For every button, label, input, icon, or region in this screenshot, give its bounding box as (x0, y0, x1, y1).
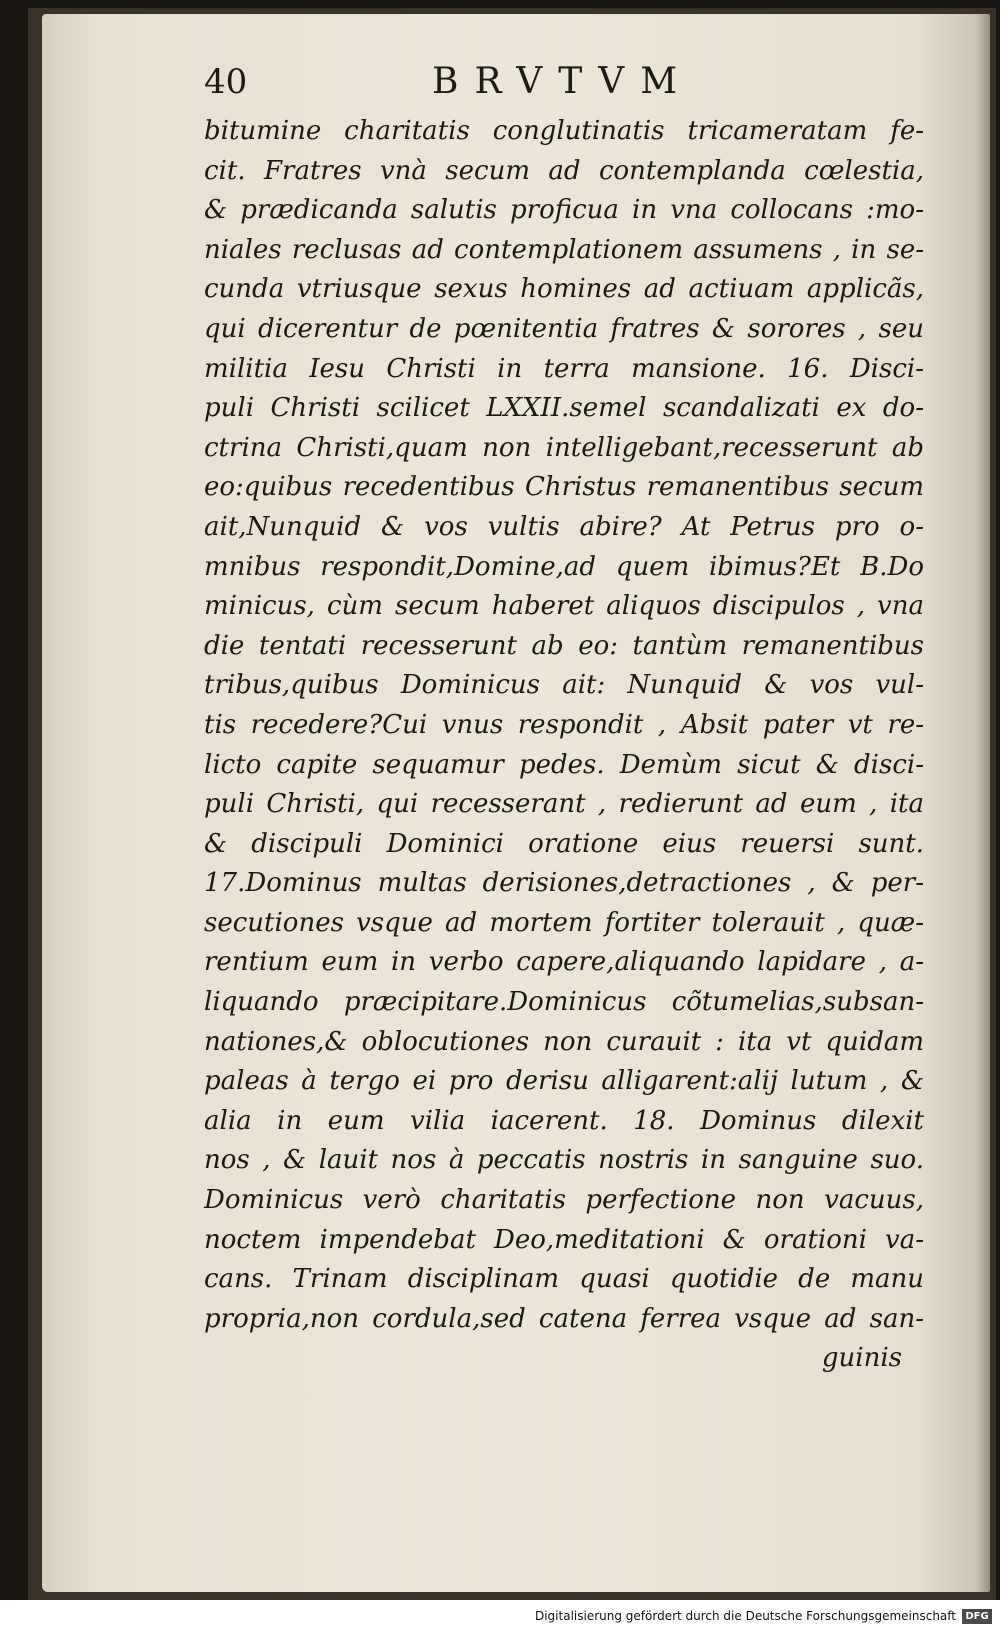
dfg-logo: DFG (962, 1609, 992, 1624)
page-number: 40 (204, 62, 248, 102)
text-line: die tentati recesserunt ab eo: tantùm remanentibus (204, 630, 924, 661)
page-edge-shadow (976, 14, 990, 1592)
text-line: liquando præcipitare.Dominicus cõtumelias,subsan- (204, 987, 924, 1018)
digitization-footer (0, 1600, 1000, 1634)
text-line: licto capite sequamur pedes. Demùm sicut & disci- (204, 749, 924, 780)
text-line: mnibus respondit,Domine,ad quem ibimus?Et B.Do (204, 551, 924, 582)
text-line: cunda vtriusque sexus homines ad actiuam applicãs, (204, 274, 924, 305)
text-line: propria,non cordula,sed catena ferrea vsque ad san- (204, 1303, 924, 1334)
text-line: & prædicanda salutis proficua in vna collocans :mo- (204, 195, 924, 226)
text-line: ait,Nunquid & vos vultis abire? At Petrus pro o- (204, 511, 924, 542)
text-line: ctrina Christi,quam non intelligebant,recesserunt ab (204, 432, 924, 463)
text-line: qui dicerentur de pœnitentia fratres & sorores , seu (204, 313, 924, 344)
running-head (204, 62, 764, 112)
text-line: nos , & lauit nos à peccatis nostris in sanguine suo. (204, 1145, 924, 1176)
text-line: noctem impendebat Deo,meditationi & orationi va- (204, 1224, 924, 1255)
text-line: eo:quibus recedentibus Christus remanentibus secum (204, 472, 924, 503)
book-title: BRVTVM (432, 61, 694, 102)
text-line: puli Christi, qui recesserant , redierunt ad eum , ita (204, 789, 924, 820)
text-line: minicus, cùm secum haberet aliquos discipulos , vna (204, 591, 924, 622)
text-line: & discipuli Dominici oratione eius reuersi sunt. (204, 828, 924, 859)
body-text (204, 112, 924, 1379)
text-line: bitumine charitatis conglutinatis tricameratam fe- (204, 116, 924, 146)
text-line: secutiones vsque ad mortem fortiter tolerauit , quæ- (204, 907, 924, 938)
text-line: militia Iesu Christi in terra mansione. 16. Disci- (204, 353, 924, 384)
text-line: 17.Dominus multas derisiones,detractiones , & per- (204, 868, 924, 899)
text-line: cans. Trinam disciplinam quasi quotidie de manu (204, 1264, 924, 1295)
text-line: Dominicus verò charitatis perfectione non vacuus, (204, 1185, 924, 1216)
text-line: paleas à tergo ei pro derisu alligarent:alij lutum , & (204, 1066, 924, 1097)
text-line: cit. Fratres vnà secum ad contemplanda cœlestia, (204, 155, 924, 186)
text-line: puli Christi scilicet LXXII.semel scandalizati ex do- (204, 393, 924, 424)
text-line: alia in eum vilia iacerent. 18. Dominus dilexit (204, 1105, 924, 1136)
funding-credit: Digitalisierung gefördert durch die Deutsche Forschungsgemeinschaft (534, 1609, 956, 1623)
text-line: tis recedere?Cui vnus respondit , Absit pater vt re- (204, 709, 924, 740)
text-line: rentium eum in verbo capere,aliquando lapidare , a- (204, 947, 924, 978)
catchword: guinis (821, 1343, 902, 1374)
text-line: nationes,& oblocutiones non curauit : ita vt quidam (204, 1026, 924, 1057)
text-line: niales reclusas ad contemplationem assumens , in se- (204, 234, 924, 265)
text-line: tribus,quibus Dominicus ait: Nunquid & vos vul- (204, 670, 924, 701)
